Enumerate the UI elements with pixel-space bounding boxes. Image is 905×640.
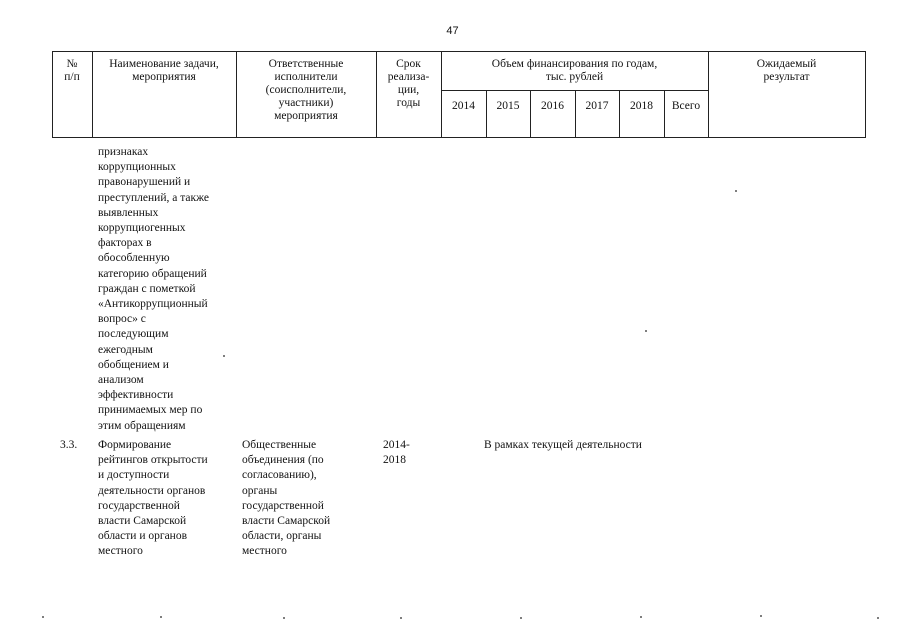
scan-speck: [42, 616, 44, 618]
row-number: 3.3.: [60, 439, 78, 451]
scan-speck: [283, 617, 285, 619]
header-responsible: Ответственные исполнители (соисполнители, участники) мероприятия: [265, 58, 347, 122]
row-term: 2014- 2018: [383, 439, 410, 467]
col-divider: [486, 90, 487, 138]
header-top-border: [52, 51, 866, 52]
header-year: 2016: [541, 100, 564, 112]
scan-speck: [640, 616, 642, 618]
scan-speck: [520, 617, 522, 619]
header-funding: Объем финансирования по годам, тыс. рублей: [491, 58, 658, 83]
scan-speck: [735, 190, 737, 192]
header-year: 2015: [496, 100, 520, 112]
header-year: 2018: [630, 100, 653, 112]
header-bottom-border: [52, 137, 866, 138]
header-year: 2014: [452, 100, 475, 112]
continuation-text: признаках коррупционных правонарушений и преступлений, а также выявленных коррупциогенных факторах в обособленную категорию обращений граждан с пометкой «Антикоррупционный вопрос» с последующим ежегодным обобщением и анализом эффективности принимаемых мер по этим обращениям: [98, 146, 209, 432]
scan-speck: [223, 355, 225, 357]
page-number: 47: [446, 25, 459, 37]
col-divider: [575, 90, 576, 138]
header-task: Наименование задачи, мероприятия: [109, 58, 219, 83]
col-divider: [865, 51, 866, 138]
header-num: № п/п: [64, 58, 80, 83]
row-task: Формирование рейтингов открытости и доступности деятельности органов государственной власти Самарской области и органов местного: [98, 439, 208, 558]
col-divider: [664, 90, 665, 138]
scan-speck: [877, 617, 879, 619]
row-funding: В рамках текущей деятельности: [484, 439, 642, 451]
row-responsible: Общественные объединения (по согласованию), органы государственной власти Самарской области, органы местного: [242, 439, 331, 558]
scan-speck: [760, 615, 762, 617]
header-year: 2017: [585, 100, 609, 112]
scan-speck: [645, 330, 647, 332]
header-year-total: Всего: [671, 100, 701, 112]
col-divider: [619, 90, 620, 138]
col-divider: [530, 90, 531, 138]
header-result: Ожидаемый результат: [756, 58, 817, 83]
header-term: Срок реализа- ции, годы: [387, 58, 430, 109]
scan-speck: [400, 617, 402, 619]
scan-speck: [160, 616, 162, 618]
